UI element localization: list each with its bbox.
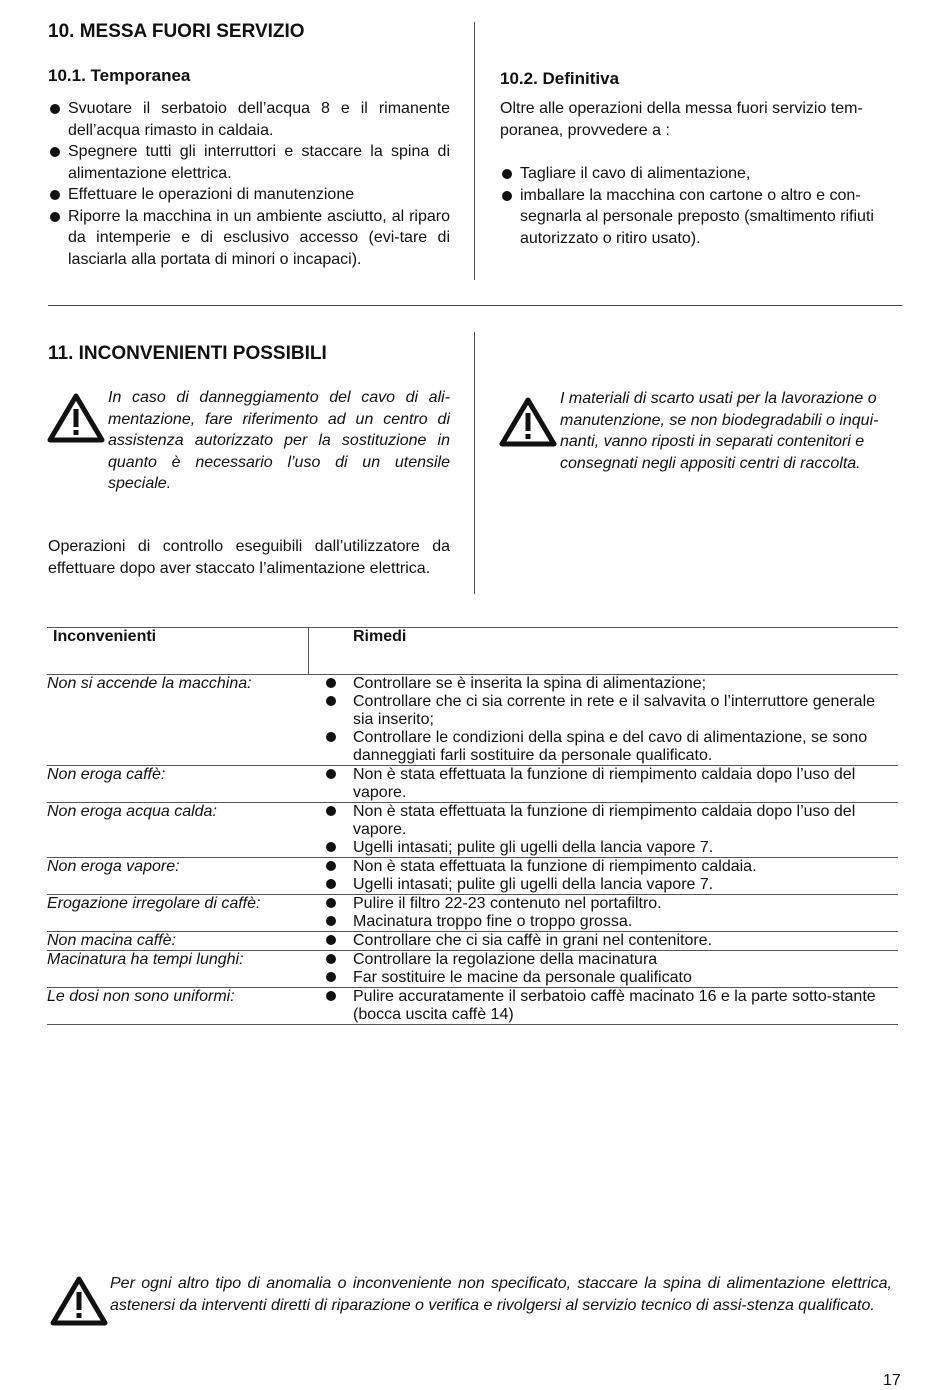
problem-label: Macinatura ha tempi lunghi: <box>47 951 244 968</box>
bullet-icon <box>326 935 336 945</box>
definitiva-intro: Oltre alle operazioni della messa fuori servizio tem-poranea, provvedere a : <box>500 100 863 139</box>
def-list <box>500 163 902 249</box>
page-number: 17 <box>883 1372 901 1389</box>
remedy-text: Controllare se è inserita la spina di alimentazione; <box>353 675 707 692</box>
section-10-1-title: 10.1. Temporanea <box>48 66 191 85</box>
column-divider <box>474 332 475 594</box>
table-row <box>47 729 898 766</box>
table-row <box>47 803 898 840</box>
problem-label: Le dosi non sono uniformi: <box>47 988 309 1025</box>
list-item: Spegnere tutti gli interruttori e staccare la spina di alimentazione elettrica. <box>48 141 450 184</box>
col-header-inconvenienti: Inconvenienti <box>47 628 309 675</box>
bullet-icon <box>502 191 512 201</box>
temp-list <box>48 98 450 270</box>
table-row <box>47 988 898 1025</box>
remedy-text: Non è stata effettuata la funzione di riempimento caldaia dopo l’uso del vapore. <box>353 766 898 803</box>
bullet-icon <box>326 879 336 889</box>
warning-cable-text: In caso di danneggiamento del cavo di ali-mentazione, fare riferimento ad un centro di assistenza autorizzato per la sostituzione in quanto è necessario l’uso di un utensile speciale. <box>108 389 450 492</box>
table-row <box>47 839 898 858</box>
remedy-text: Non è stata effettuata la funzione di riempimento caldaia. <box>353 858 757 875</box>
problem-label: Non macina caffè: <box>47 932 309 951</box>
warning-triangle-icon <box>499 397 557 447</box>
bullet-icon <box>50 147 60 157</box>
table-row <box>47 876 898 895</box>
bullet-icon <box>326 842 336 852</box>
table-row <box>47 675 898 694</box>
table-body <box>47 675 898 1025</box>
table-row <box>47 858 898 877</box>
bullet-icon <box>326 861 336 871</box>
table-row <box>47 932 898 951</box>
problem-label: Non si accende la macchina: <box>47 675 252 692</box>
table-row <box>47 951 898 970</box>
column-divider <box>474 22 475 280</box>
list-item: imballare la macchina con cartone o altro e con-segnarla al personale preposto (smaltimento rifiuti autorizzato o ritiro usato). <box>500 185 902 250</box>
warning-triangle-icon <box>50 1276 108 1326</box>
problem-label: Non eroga acqua calda: <box>47 803 217 820</box>
warning-triangle-icon <box>47 393 105 443</box>
section-11-title: 11. INCONVENIENTI POSSIBILI <box>48 343 327 364</box>
section-10-2-title: 10.2. Definitiva <box>500 69 620 88</box>
remedy-text: Controllare la regolazione della macinatura <box>353 951 658 968</box>
remedy-text: Pulire il filtro 22-23 contenuto nel portafiltro. <box>353 895 662 912</box>
bullet-icon <box>50 190 60 200</box>
problem-label: Non eroga caffè: <box>47 766 309 803</box>
bullet-icon <box>50 104 60 114</box>
section-10-title: 10. MESSA FUORI SERVIZIO <box>48 21 305 42</box>
bullet-icon <box>326 678 336 688</box>
table-row <box>47 969 898 988</box>
remedy-text: Controllare le condizioni della spina e del cavo di alimentazione, se sono danneggiati farli sostituire da personale qualificato. <box>353 729 898 766</box>
remedy-text: Pulire accuratamente il serbatoio caffè macinato 16 e la parte sotto-stante (bocca uscita caffè 14) <box>353 988 898 1025</box>
footer-warning-text: Per ogni altro tipo di anomalia o inconveniente non specificato, staccare la spina di alimentazione elettrica, astenersi da interventi diretti di riparazione o verifica e rivolgersi al servizio tecnico di assi-stenza qualificato. <box>110 1275 892 1314</box>
remedy-text: Ugelli intasati; pulite gli ugelli della lancia vapore 7. <box>353 839 898 858</box>
remedy-text: Non è stata effettuata la funzione di riempimento caldaia dopo l’uso del vapore. <box>353 803 856 838</box>
bullet-icon <box>326 972 336 982</box>
bullet-icon <box>326 916 336 926</box>
bullet-icon <box>326 769 336 779</box>
bullet-icon <box>326 696 336 706</box>
warning-waste-text: I materiali di scarto usati per la lavorazione o manutenzione, se non biodegradabili o inqui-nanti, vanno riposti in separati contenitori e consegnati negli appositi centri di raccolta. <box>560 390 879 472</box>
bullet-icon <box>326 954 336 964</box>
remedy-text: Controllare che ci sia corrente in rete e il salvavita o l’interruttore generale sia inserito; <box>353 693 876 728</box>
bullet-icon <box>326 991 336 1001</box>
bullet-icon <box>326 898 336 908</box>
table-row <box>47 895 898 914</box>
bullet-icon <box>326 732 336 742</box>
bullet-icon <box>502 169 512 179</box>
table-row <box>47 913 898 932</box>
remedy-text: Macinatura troppo fine o troppo grossa. <box>353 913 898 932</box>
troubleshooting-table <box>47 627 898 1025</box>
section-separator <box>48 305 902 306</box>
remedy-text: Controllare che ci sia caffè in grani nel contenitore. <box>353 932 898 951</box>
table-row <box>47 693 898 729</box>
problem-label: Erogazione irregolare di caffè: <box>47 895 261 912</box>
table-row <box>47 766 898 803</box>
section-11-intro: Operazioni di controllo eseguibili dall’utilizzatore da effettuare dopo aver staccato l’alimentazione elettrica. <box>48 538 450 577</box>
list-item: Svuotare il serbatoio dell’acqua 8 e il rimanente dell’acqua rimasto in caldaia. <box>48 98 450 141</box>
list-item: Tagliare il cavo di alimentazione, <box>500 163 902 185</box>
col-header-rimedi: Rimedi <box>353 628 898 675</box>
bullet-icon <box>50 212 60 222</box>
table-header <box>47 628 898 675</box>
bullet-icon <box>326 806 336 816</box>
list-item: Effettuare le operazioni di manutenzione <box>48 184 450 206</box>
list-item: Riporre la macchina in un ambiente asciutto, al riparo da intemperie e di esclusivo accesso (evi-tare di lasciarla alla portata di minori o incapaci). <box>48 206 450 271</box>
remedy-text: Ugelli intasati; pulite gli ugelli della lancia vapore 7. <box>353 876 898 895</box>
problem-label: Non eroga vapore: <box>47 858 180 875</box>
remedy-text: Far sostituire le macine da personale qualificato <box>353 969 898 988</box>
